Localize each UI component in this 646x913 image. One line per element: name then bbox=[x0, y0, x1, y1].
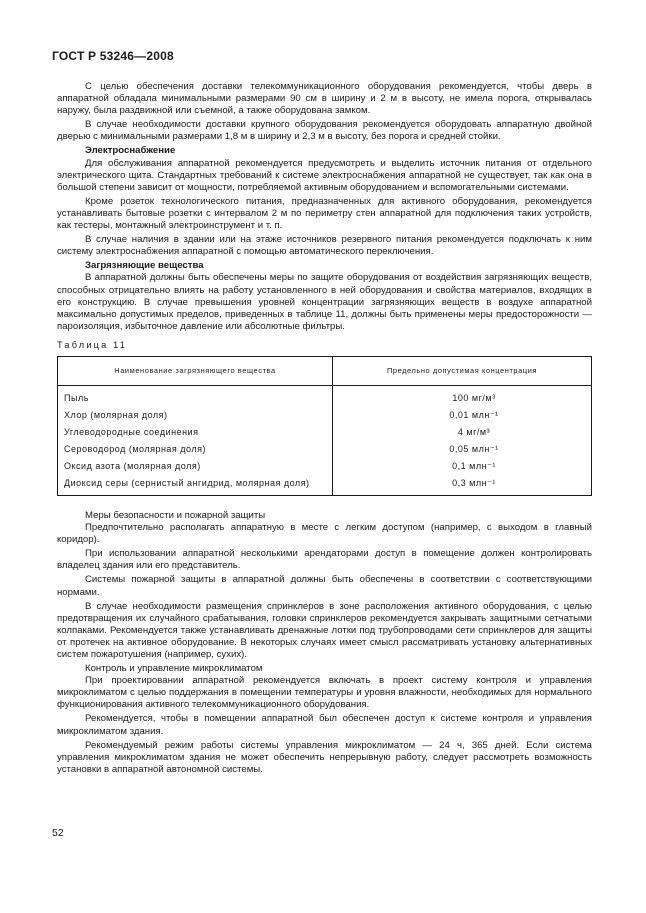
paragraph-pollutants: В аппаратной должны быть обеспечены меры по защите оборудования от воздействия загрязняющих веществ, способных отрицательно влиять на работу установленного в ней оборудования и свойства материалов, входящих в его конструкцию. В случае превышения уровней концентрации загрязняющих веществ в воздухе аппаратной максимально допустимых пределов, приведенных в таблице 11, должны быть применены меры предосторожности — пароизоляция, избыточное давление или абсолютные фильтры. bbox=[57, 272, 592, 332]
concentration-value: 100 мг/м³ bbox=[333, 385, 592, 407]
concentration-value: 0,01 млн⁻¹ bbox=[333, 407, 592, 424]
concentration-value: 0,3 млн⁻¹ bbox=[333, 475, 592, 496]
section-heading-pollutants: Загрязняющие вещества bbox=[85, 260, 204, 272]
paragraph-power-source: Для обслуживания аппаратной рекомендуется предусмотреть и выделить источник питания от отдельного электрического щита. Стандартных требований к системе электроснабжения аппаратной не существует, так как она в большой степени зависит от мощности, потребляемой активным оборудованием и вспомогательными системами. bbox=[57, 157, 592, 193]
substance-name: Сероводород (молярная доля) bbox=[58, 441, 333, 458]
paragraph-sockets: Кроме розеток технологического питания, предназначенных для активного оборудования, рекомендуется устанавливать бытовые розетки с интервалом 2 м по периметру стен аппаратной для подключения таких устройств, как тестеры, монтажный электроинструмент и т. п. bbox=[57, 195, 592, 232]
concentration-value: 0,05 млн⁻¹ bbox=[333, 441, 592, 458]
paragraph-door-size: С целью обеспечения доставки телекоммуникационного оборудования рекомендуется, чтобы дверь в аппаратной обладала минимальными размерами 90 см в ширину и 2 м в высоту, не имела порога, открывалась наружу, была раздвижной или съемной, а также оборудована замком. bbox=[57, 81, 592, 117]
table-row bbox=[58, 424, 592, 441]
table-row bbox=[58, 385, 592, 407]
paragraph-climate-mode: Рекомендуемый режим работы системы управления микроклиматом — 24 ч, 365 дней. Если система управления микроклиматом здания не может обеспечить непрерывную работу, следует рассмотреть возможность установки в аппаратной автономной системы. bbox=[57, 739, 592, 775]
substance-name: Хлор (молярная доля) bbox=[58, 407, 333, 424]
table-header-substance: Наименование загрязняющего вещества bbox=[58, 356, 333, 385]
substance-name: Оксид азота (молярная доля) bbox=[58, 458, 333, 475]
paragraph-sprinklers: В случае необходимости размещения спринклеров в зоне расположения активного оборудования, с целью предотвращения их случайного срабатывания, головки спринклеров рекомендуется закрывать защитными сетчатыми колпаками. Рекомендуется также устанавливать дренажные лотки под трубопроводами сети спринклеров для защиты от протечек на активное оборудование. В некоторых случаях имеет смысл рассматривать установку альтернативных систем пожаротушения (например, сухих). bbox=[57, 600, 592, 660]
table-row bbox=[58, 458, 592, 475]
table-row bbox=[58, 475, 592, 496]
table-header-row bbox=[58, 356, 592, 385]
paragraph-double-door: В случае необходимости доставки крупного оборудования рекомендуется оборудовать аппаратную двойной дверью с минимальными размерами 1,8 м в ширину и 2,3 м в высоту, без порога и средней стойки. bbox=[57, 119, 592, 143]
substance-name: Углеводородные соединения bbox=[58, 424, 333, 441]
paragraph-backup-power: В случае наличия в здании или на этаже источников резервного питания рекомендуется подключать к ним систему электроснабжения аппаратной с помощью автоматического переключения. bbox=[57, 234, 592, 258]
paragraph-fire-protection: Системы пожарной защиты в аппаратной должны быть обеспечены в соответствии с соответствующими нормами. bbox=[57, 574, 592, 598]
paragraph-climate-access: Рекомендуется, чтобы в помещении аппаратной был обеспечен доступ к системе контроля и управления микроклиматом здания. bbox=[57, 713, 592, 737]
section-heading-safety: Меры безопасности и пожарной защиты bbox=[85, 509, 266, 521]
concentration-value: 0,1 млн⁻¹ bbox=[333, 458, 592, 475]
section-heading-climate: Контроль и управление микроклиматом bbox=[85, 663, 263, 675]
document-body bbox=[57, 81, 592, 778]
paragraph-access-control: При использовании аппаратной несколькими арендаторами доступ в помещение должен контролировать владелец здания или его представитель. bbox=[57, 548, 592, 572]
pollutants-table bbox=[57, 356, 592, 496]
substance-name: Пыль bbox=[58, 385, 333, 407]
section-heading-power: Электроснабжение bbox=[85, 145, 176, 157]
page-number: 52 bbox=[52, 827, 64, 839]
substance-name: Диоксид серы (сернистый ангидрид, молярная доля) bbox=[58, 475, 333, 496]
document-header: ГОСТ Р 53246—2008 bbox=[52, 49, 174, 63]
paragraph-climate-system: При проектировании аппаратной рекомендуется включать в проект систему контроля и управления микроклиматом с целью поддержания в помещении температуры и уровня влажности, необходимых для нормального функционирования активного телекоммуникационного оборудования. bbox=[57, 675, 592, 711]
table-header-concentration: Предельно допустимая концентрация bbox=[333, 356, 592, 385]
table-caption: Таблица 11 bbox=[57, 339, 128, 350]
table-row bbox=[58, 441, 592, 458]
paragraph-location: Предпочтительно располагать аппаратную в месте с легким доступом (например, с выходом в главный коридор). bbox=[57, 522, 592, 546]
concentration-value: 4 мг/м³ bbox=[333, 424, 592, 441]
table-row bbox=[58, 407, 592, 424]
